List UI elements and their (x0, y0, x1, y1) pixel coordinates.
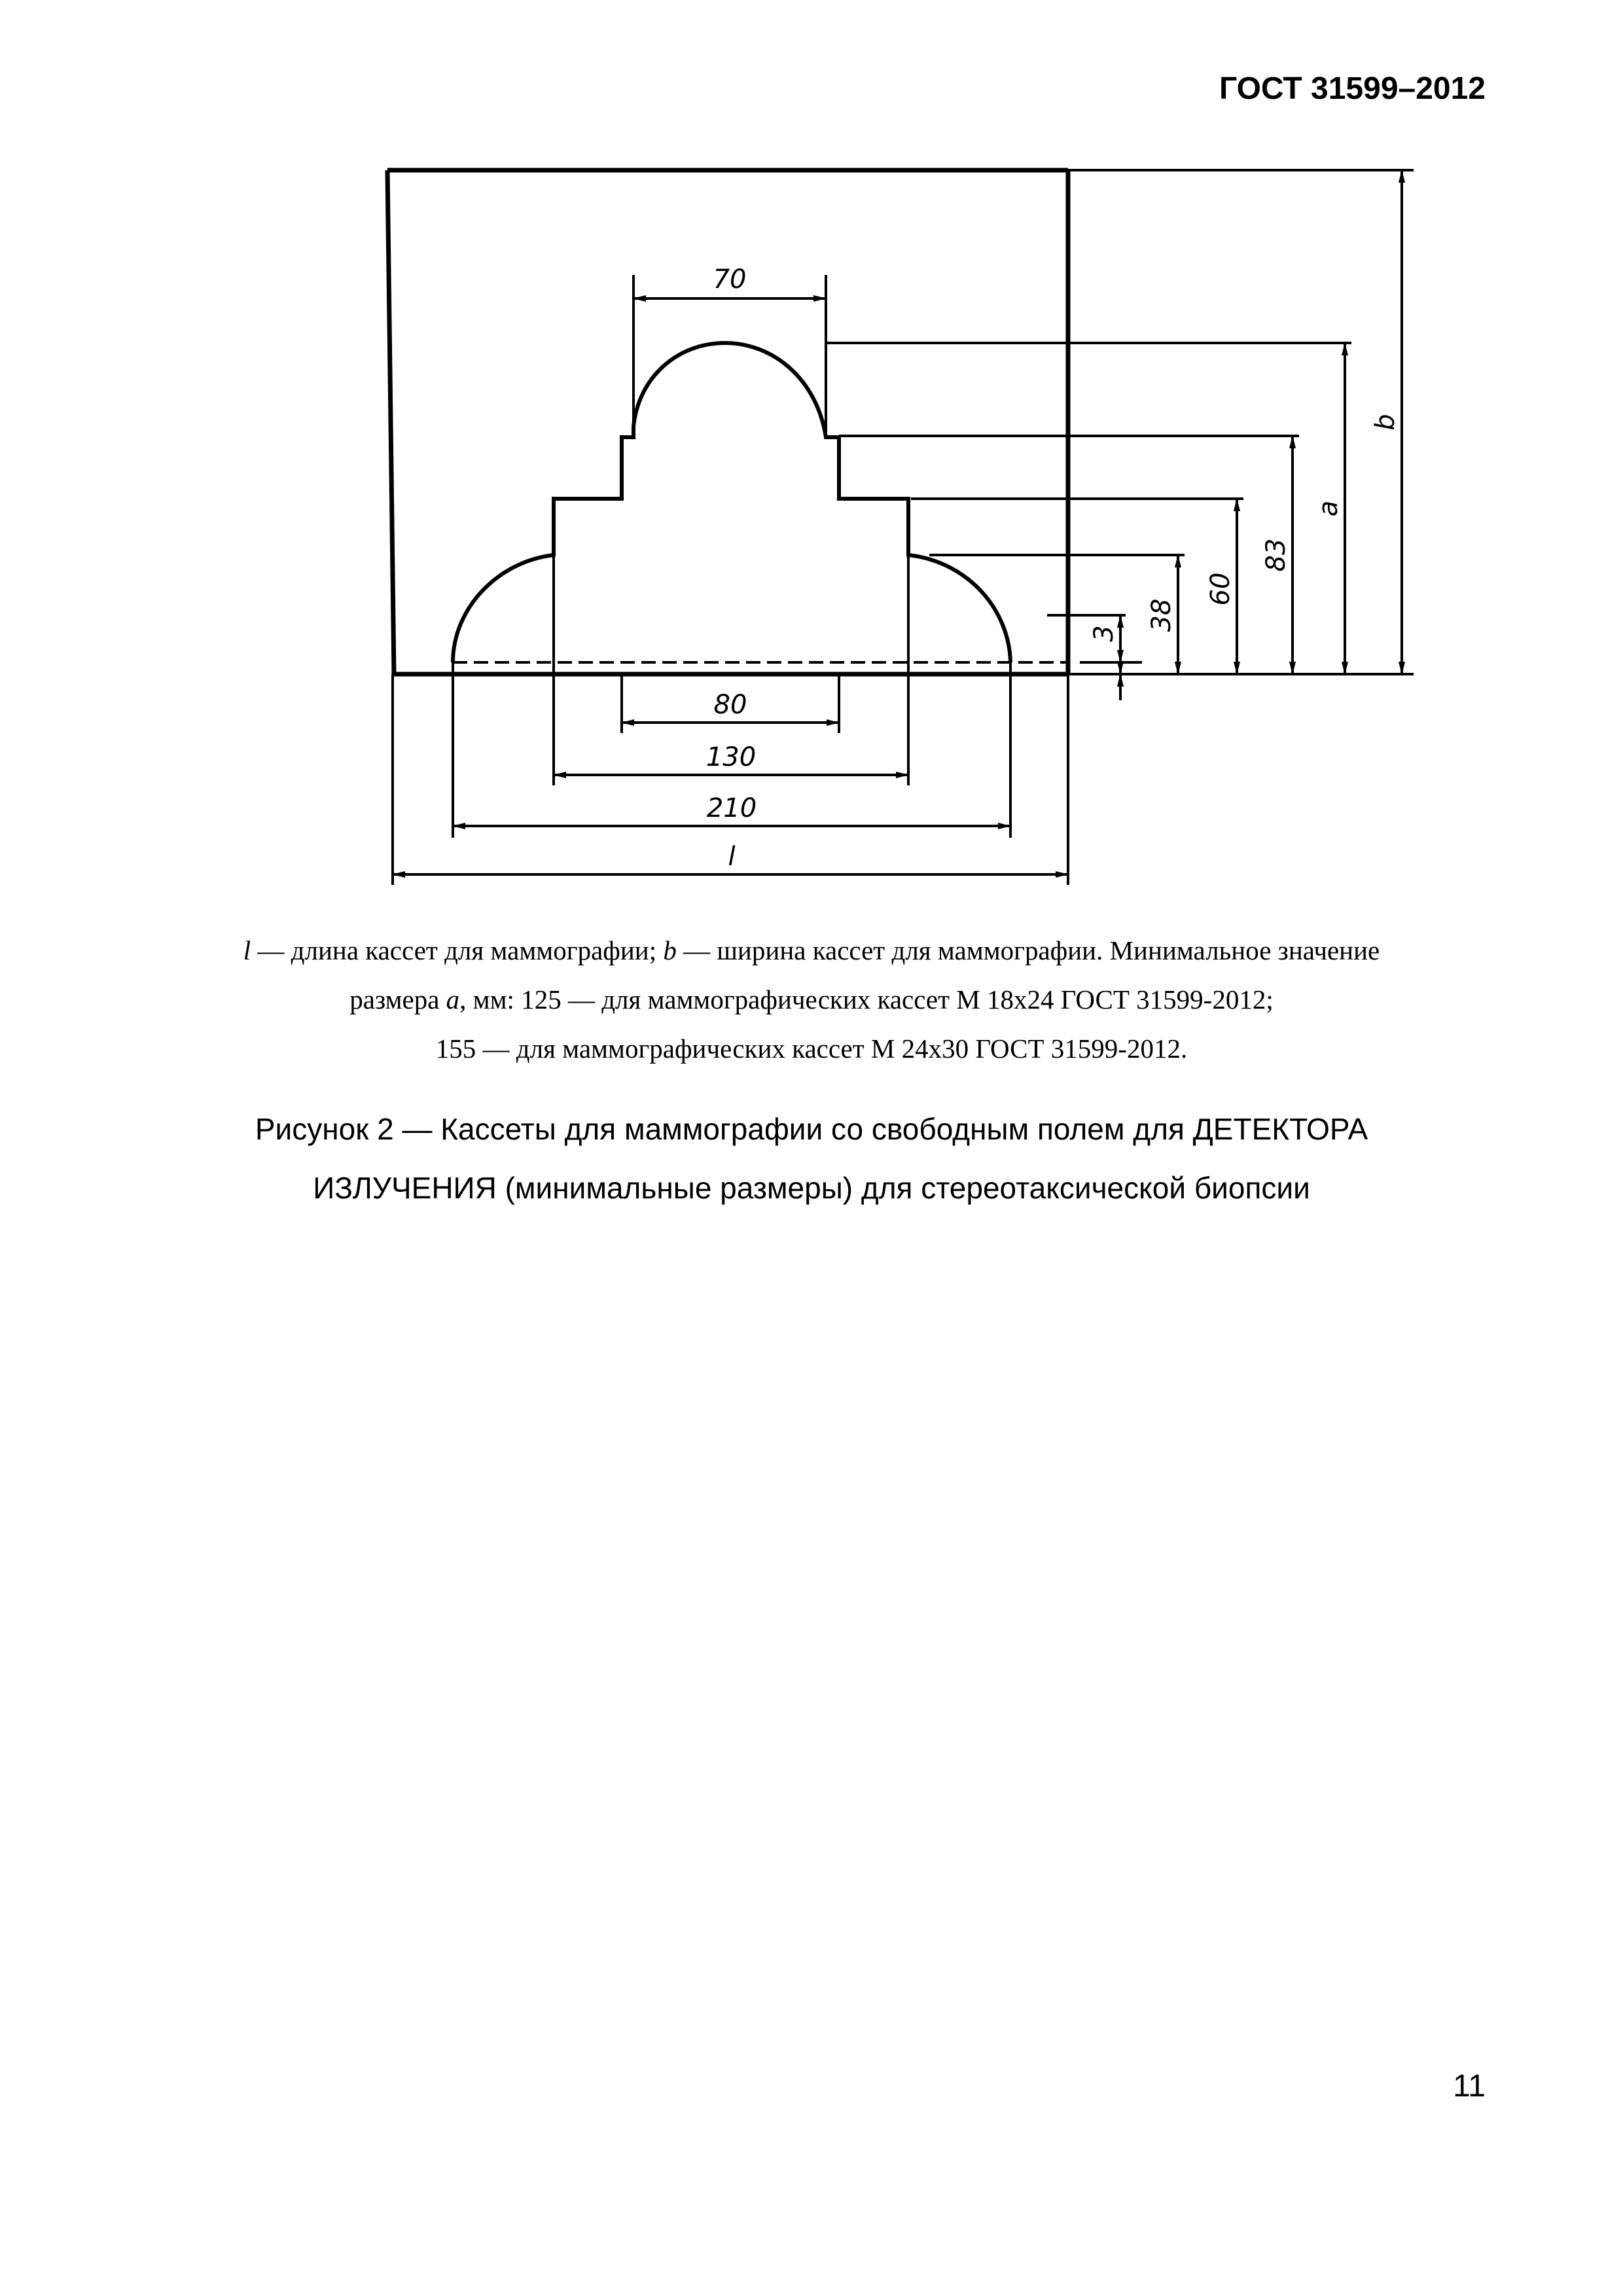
legend-line-3: 155 — для маммографических кассет М 24х30 ГОСТ 31599-2012. (435, 1033, 1188, 1064)
cassette-outline (387, 170, 1068, 674)
legend-text-1a: — длина кассет для маммографии; (251, 935, 664, 965)
legend-var-b: b (663, 935, 677, 965)
legend-line-1 (196, 926, 1427, 975)
document-header: ГОСТ 31599–2012 (1219, 71, 1486, 106)
dim-label-60: 60 (1205, 572, 1236, 606)
dim-label-80: 80 (713, 690, 747, 720)
page-number: 11 (1453, 2069, 1486, 2104)
legend-var-a: a (446, 984, 460, 1014)
figure-legend (196, 926, 1427, 1073)
legend-var-l: l (243, 935, 251, 965)
legend-text-2b: , мм: 125 — для маммографических кассет М 18х24 ГОСТ 31599-2012; (459, 984, 1274, 1014)
dim-label-l: l (728, 842, 736, 872)
caption-line-1: Рисунок 2 — Кассеты для маммографии со свободным полем для ДЕТЕКТОРА (255, 1112, 1368, 1146)
cassette-drawing (0, 0, 1623, 916)
caption-line-2: ИЗЛУЧЕНИЯ (минимальные размеры) для стереотаксической биопсии (313, 1171, 1310, 1205)
dim-label-70: 70 (713, 264, 747, 295)
dim-label-38: 38 (1147, 598, 1177, 632)
free-field-profile (453, 343, 1010, 662)
dim-label-a: a (1313, 500, 1344, 517)
dim-label-3: 3 (1089, 625, 1119, 642)
dimension-lines (393, 170, 1402, 874)
legend-text-1c: — ширина кассет для маммографии. Минимальное значение (676, 935, 1380, 965)
dim-label-83: 83 (1261, 538, 1291, 572)
dim-label-210: 210 (706, 793, 757, 823)
dim-label-b: b (1370, 414, 1400, 431)
legend-line-2 (196, 975, 1427, 1024)
extension-lines (827, 170, 1414, 674)
dim-label-130: 130 (705, 742, 757, 772)
figure-caption (196, 1100, 1427, 1217)
legend-text-2a: размера (349, 984, 446, 1014)
